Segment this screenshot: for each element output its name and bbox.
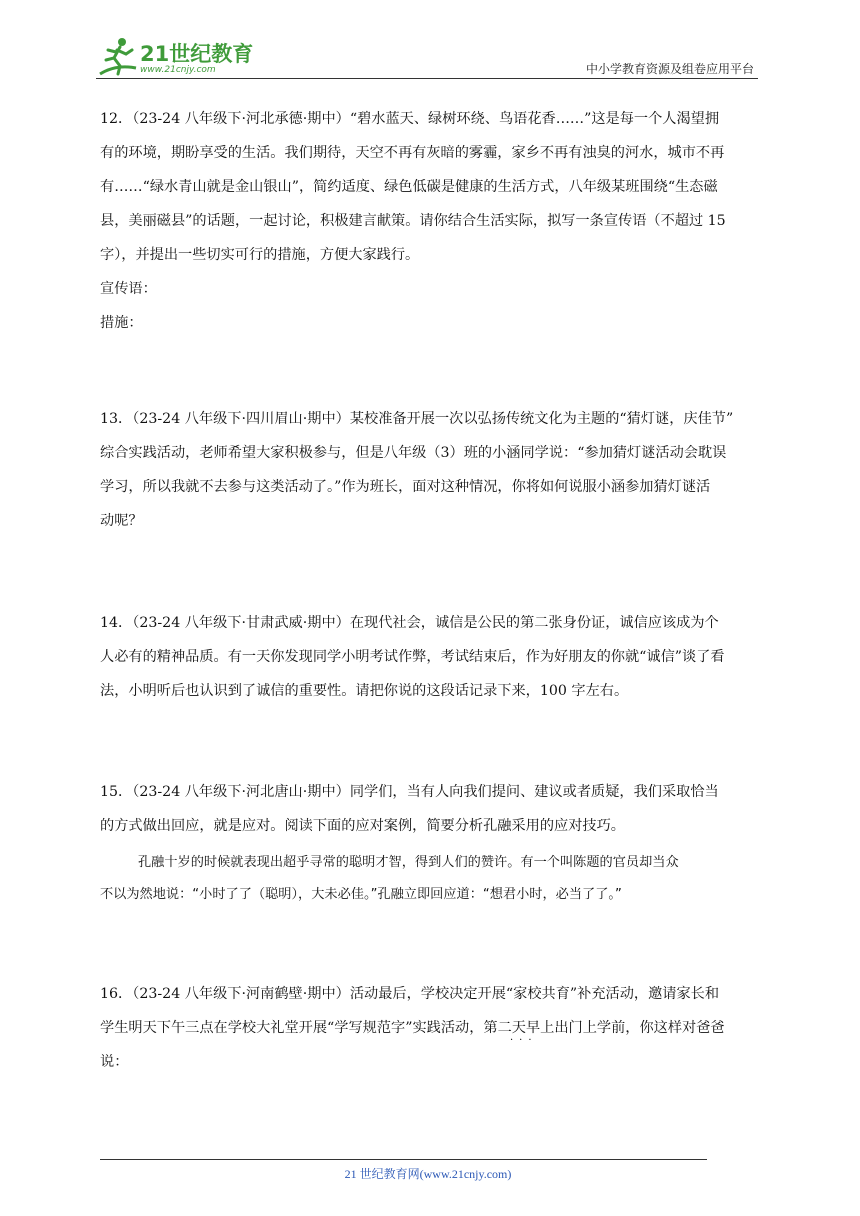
question-line: 15．（23-24 八年级下·河北唐山·期中）同学们，当有人向我们提问、建议或者质疑，我们采取恰当 (100, 784, 719, 800)
question-line: 人必有的精神品质。有一天你发现同学小明考试作弊，考试结束后，作为好朋友的你就“诚信”谈了看 (100, 649, 725, 665)
question-line: 12．（23-24 八年级下·河北承德·期中）“碧水蓝天、绿树环绕、鸟语花香……”这是每一个人渴望拥 (100, 111, 720, 127)
platform-name: 中小学教育资源及组卷应用平台 (585, 62, 754, 76)
question-line: 13．（23-24 八年级下·四川眉山·期中）某校准备开展一次以弘扬传统文化为主题的“猜灯谜，庆佳节” (100, 411, 734, 427)
question-line: 法，小明听后也认识到了诚信的重要性。请把你说的这段话记录下来，100 字左右。 (100, 683, 629, 699)
slogan-label: 宣传语： (100, 281, 157, 297)
question-line: 学习，所以我就不去参与这类活动了。”作为班长，面对这种情况，你将如何说服小涵参加猜灯谜活 (100, 479, 711, 495)
question-13 (100, 402, 760, 538)
question-16 (100, 977, 760, 1079)
question-line: 有……“绿水青山就是金山银山”，简约适度、绿色低碳是健康的生活方式，八年级某班围绕“生态磁 (100, 179, 718, 195)
question-line: 县，美丽磁县”的话题，一起讨论，积极建言献策。请你结合生活实际，拟写一条宣传语（不超过 15 (100, 213, 726, 229)
question-15 (100, 775, 760, 911)
question-12 (100, 102, 760, 340)
excerpt-line: 孔融十岁的时候就表现出超乎寻常的聪明才智，得到人们的赞许。有一个叫陈题的官员却当众 (138, 855, 679, 870)
logo-text: 21世纪教育 (140, 42, 254, 66)
question-line: 16．（23-24 八年级下·河南鹤壁·期中）活动最后，学校决定开展“家校共育”补充活动，邀请家长和 (100, 986, 720, 1002)
page-header (96, 30, 758, 78)
story-excerpt (100, 847, 760, 911)
question-line: 学生明天下午三点在学校大礼堂开展“学写规范字”实践活动，第二天早上出门上学前，你这样对爸爸 (100, 1020, 725, 1036)
question-14 (100, 606, 760, 708)
question-line: 综合实践活动，老师希望大家积极参与，但是八年级（3）班的小涵同学说：“参加猜灯谜活动会耽误 (100, 445, 727, 461)
site-logo[interactable] (96, 34, 261, 78)
measures-label: 措施： (100, 315, 143, 331)
question-line: 动呢？ (100, 513, 143, 529)
footer-link[interactable]: 21 世纪教育网(www.21cnjy.com) (344, 1167, 512, 1181)
logo-url: www.21cnjy.com (140, 65, 216, 75)
footer-divider (100, 1159, 707, 1160)
question-line: 的方式做出回应，就是应对。阅读下面的应对案例，简要分析孔融采用的应对技巧。 (100, 818, 625, 834)
question-line: 说： (100, 1054, 129, 1070)
question-line: 14．（23-24 八年级下·甘肃武威·期中）在现代社会，诚信是公民的第二张身份证，诚信应该成为个 (100, 615, 719, 631)
excerpt-line: 不以为然地说：“小时了了（聪明），大未必佳。”孔融立即回应道：“想君小时，必当了了。” (100, 887, 622, 902)
question-line: 有的环境，期盼享受的生活。我们期待，天空不再有灰暗的雾霾，家乡不再有浊臭的河水，城市不再 (100, 145, 725, 161)
question-line: 字），并提出一些切实可行的措施，方便大家践行。 (100, 247, 420, 263)
emphasis-dots: ··· (510, 1035, 538, 1046)
header-divider (96, 78, 758, 79)
page-footer (0, 1165, 860, 1182)
